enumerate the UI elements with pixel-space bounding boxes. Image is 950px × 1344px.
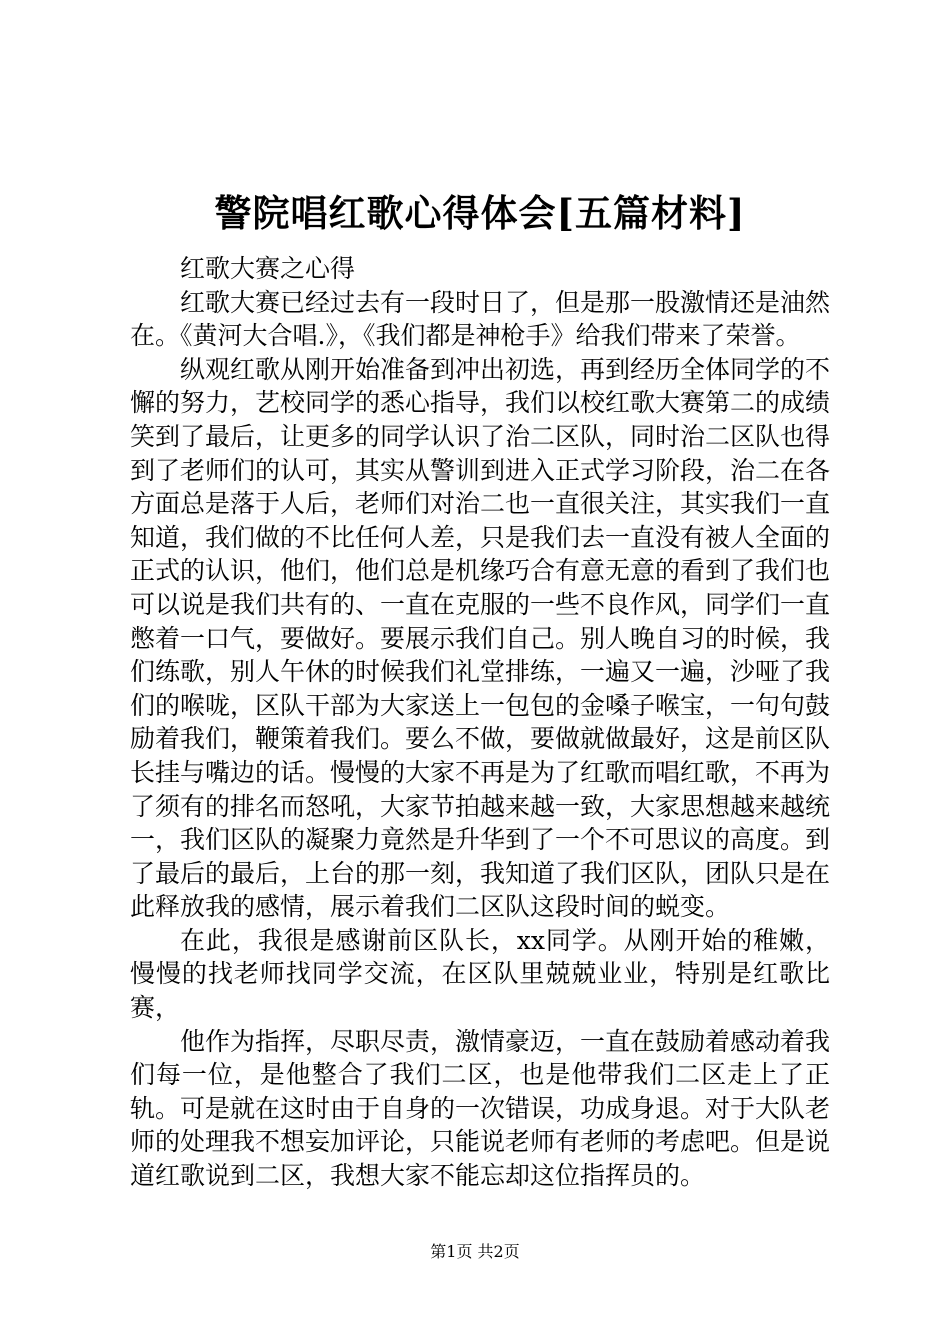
paragraph-heading: 红歌大赛之心得 bbox=[180, 254, 356, 283]
paragraph: 红歌大赛已经过去有一段时日了，但是那一股激情还是油然在。《黄河大合唱.》，《我们都是神枪手》给我们带来了荣誉。 bbox=[130, 287, 831, 351]
document-title: 警院唱红歌心得体会[五篇材料] bbox=[214, 191, 746, 235]
page-footer bbox=[0, 1241, 950, 1263]
paragraph: 在此，我很是感谢前区队长，xx同学。从刚开始的稚嫩，慢慢的找老师找同学交流，在区队里兢兢业业，特别是红歌比赛， bbox=[130, 925, 830, 1023]
document-body bbox=[130, 252, 830, 1193]
paragraph: 他作为指挥，尽职尽责，激情豪迈，一直在鼓励着感动着我们每一位，是他整合了我们二区，也是他带我们二区走上了正轨。可是就在这时由于自身的一次错误，功成身退。对于大队老师的处理我不想妄加评论，只能说老师有老师的考虑吧。但是说道红歌说到二区，我想大家不能忘却这位指挥员的。 bbox=[130, 1026, 831, 1191]
document-page bbox=[130, 150, 830, 1193]
paragraph: 纵观红歌从刚开始准备到冲出初选，再到经历全体同学的不懈的努力，艺校同学的悉心指导，我们以校红歌大赛第二的成绩笑到了最后，让更多的同学认识了治二区队，同时治二区队也得到了老师们的认可，其实从警训到进入正式学习阶段，治二在各方面总是落于人后，老师们对治二也一直很关注，其实我们一直知道，我们做的不比任何人差，只是我们去一直没有被人全面的正式的认识，他们，他们总是机缘巧合有意无意的看到了我们也可以说是我们共有的、一直在克服的一些不良作风，同学们一直憋着一口气，要做好。要展示我们自己。别人晚自习的时候，我们练歌，别人午休的时候我们礼堂排练，一遍又一遍，沙哑了我们的喉咙，区队干部为大家送上一包包的金嗓子喉宝，一句句鼓励着我们，鞭策着我们。要么不做，要做就做最好，这是前区队长挂与嘴边的话。慢慢的大家不再是为了红歌而唱红歌，不再为了须有的排名而怒吼，大家节拍越来越一致，大家思想越来越统一，我们区队的凝聚力竟然是升华到了一个不可思议的高度。到了最后的最后，上台的那一刻，我知道了我们区队，团队只是在此释放我的感情，展示着我们二区队这段时间的蜕变。 bbox=[130, 354, 831, 922]
page-indicator: 第1页 共2页 bbox=[430, 1242, 520, 1261]
